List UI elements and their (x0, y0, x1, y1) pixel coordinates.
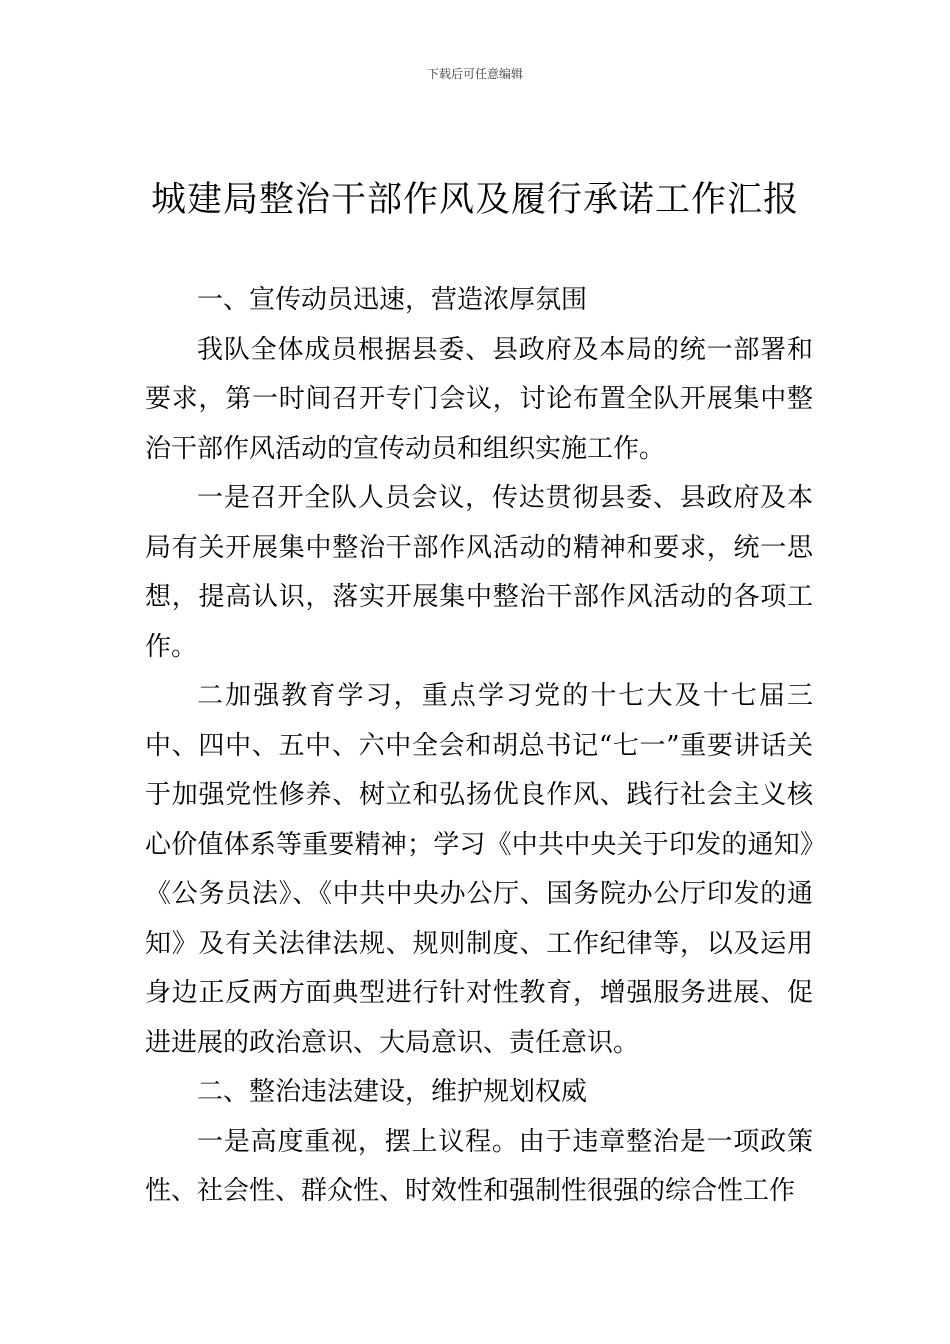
paragraph: 我队全体成员根据县委、县政府及本局的统一部署和要求，第一时间召开专门会议，讨论布置全队开展集中整治干部作风活动的宣传动员和组织实施工作。 (145, 334, 813, 464)
document-title: 城建局整治干部作风及履行承诺工作汇报 (150, 180, 799, 220)
document-body (145, 276, 813, 1217)
paragraph: 一是高度重视，摆上议程。由于违章整治是一项政策性、社会性、群众性、时效性和强制性很强的综合性工作 (145, 1126, 813, 1206)
paragraph: 一是召开全队人员会议，传达贯彻县委、县政府及本局有关开展集中整治干部作风活动的精神和要求，统一思想，提高认识，落实开展集中整治干部作风活动的各项工作。 (145, 483, 813, 662)
paragraph: 二加强教育学习，重点学习党的十七大及十七届三中、四中、五中、六中全会和胡总书记“七一”重要讲话关于加强党性修养、树立和弘扬优良作风、践行社会主义核心价值体系等重要精神；学习《中共中央关于印发的通知》《公务员法》、《中共中央办公厅、国务院办公厅印发的通知》及有关法律法规、规则制度、工作纪律等，以及运用身边正反两方面典型进行针对性教育，增强服务进展、促进进展的政治意识、大局意识、责任意识。 (145, 681, 813, 1058)
header-note: 下载后可任意编辑 (426, 67, 523, 81)
section-heading-1: 一、宣传动员迅速，营造浓厚氛围 (197, 285, 588, 315)
section-heading-2: 二、整治违法建设，维护规划权威 (197, 1077, 588, 1107)
